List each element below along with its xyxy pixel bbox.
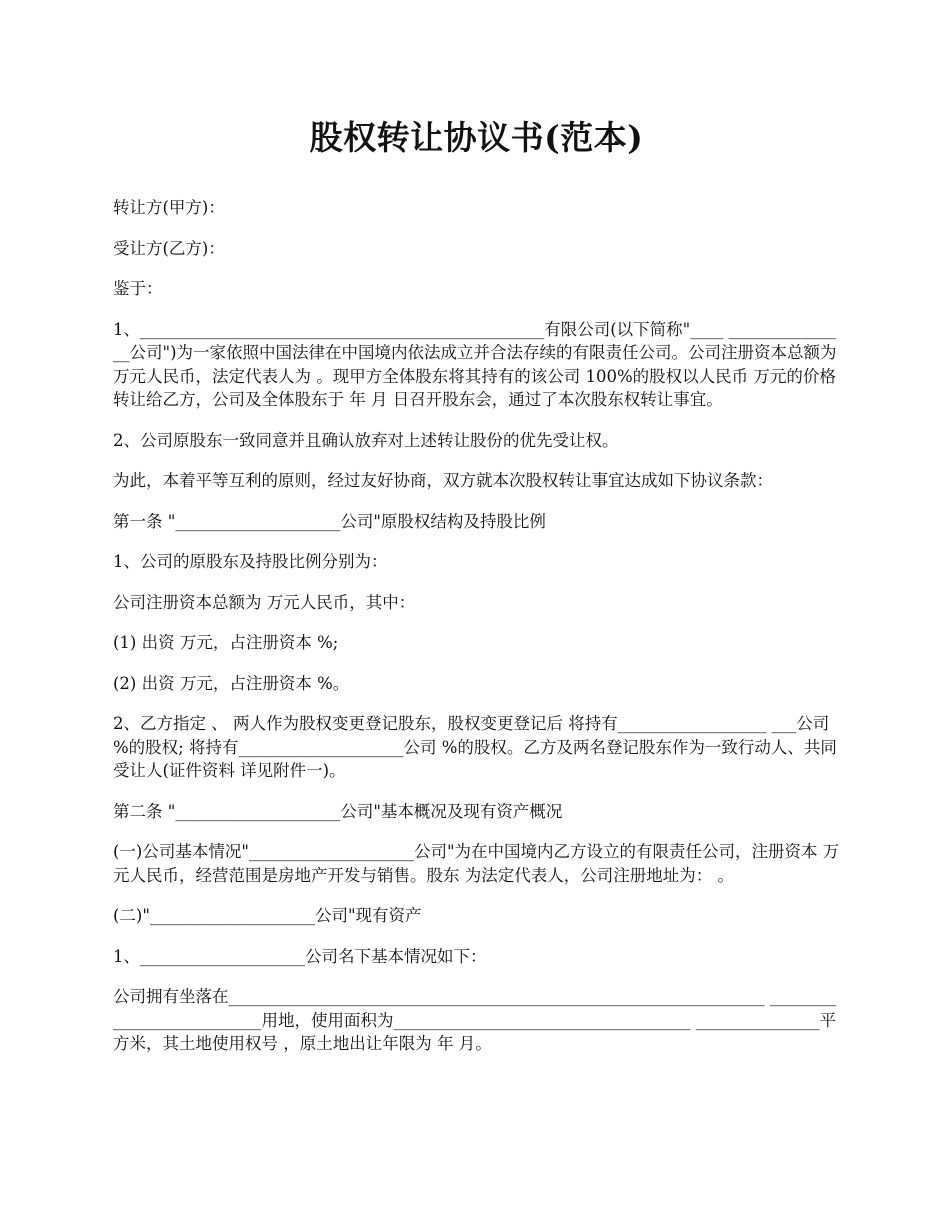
shareholder-2-line: (2) 出资 万元，占注册资本 %。 xyxy=(113,673,350,693)
registered-capital-line: 公司注册资本总额为 万元人民币，其中： xyxy=(113,592,416,612)
article-1-heading: 第一条 "____________________公司"原股权结构及持股比例 xyxy=(113,511,546,531)
article-1-clause-1: 1、公司的原股东及持股比例分别为： xyxy=(113,552,388,571)
recital-2: 2、公司原股东一致同意并且确认放弃对上述转让股份的优先受让权。 xyxy=(113,430,619,450)
recital-1: 1、_________________________________________________有限公司(以下简称"____ _______________公司")为一家依照中国法律在中国境内依法成立并合法存续的有限责任公司。公司注册资本总额为 万元人民币，法定代表人为 。现甲方全体股东将其持有的该公司 100%的股权以人民币 万元的价格转让给乙方，公司及全体股东于 年 月 日召开股东会，通过了本次股东权转让事宜。 xyxy=(113,319,842,409)
article-1-clause-2: 2、乙方指定 、 两人作为股权变更登记股东，股权变更登记后 将持有__________________ ___公司 %的股权; 将持有____________________公司 %的股权。乙方及两名登记股东作为一致行动人、共同受让人(证件资料 详见附件一)。 xyxy=(113,714,837,780)
land-use-details: 公司拥有坐落在_________________________________________________________________ __________________________用地，使用面积为____________________________________ _______________平方米，其土地使用权号 ，原土地出让年限为 年 月。 xyxy=(113,987,836,1053)
shareholder-1-line: (1) 出资 万元，占注册资本 %; xyxy=(113,633,339,652)
whereas-heading: 鉴于： xyxy=(113,279,163,298)
article-2-heading: 第二条 "____________________公司"基本概况及现有资产概况 xyxy=(113,801,563,821)
document-title: 股权转让协议书(范本) xyxy=(309,118,644,157)
company-basic-info: (一)公司基本情况"____________________公司"为在中国境内乙方设立的有限责任公司，注册资本 万元人民币，经营范围是房地产开发与销售。股东 为法定代表人，公司注册地址为： 。 xyxy=(113,842,840,885)
transferor-line: 转让方(甲方)： xyxy=(113,198,225,217)
transferee-line: 受让方(乙方)： xyxy=(113,238,225,258)
agreement-intro: 为此，本着平等互利的原则，经过友好协商，双方就本次股权转让事宜达成如下协议条款： xyxy=(113,471,773,490)
company-assets-heading: (二)"____________________公司"现有资产 xyxy=(113,906,422,925)
company-assets-item-1: 1、____________________公司名下基本情况如下： xyxy=(113,946,487,966)
